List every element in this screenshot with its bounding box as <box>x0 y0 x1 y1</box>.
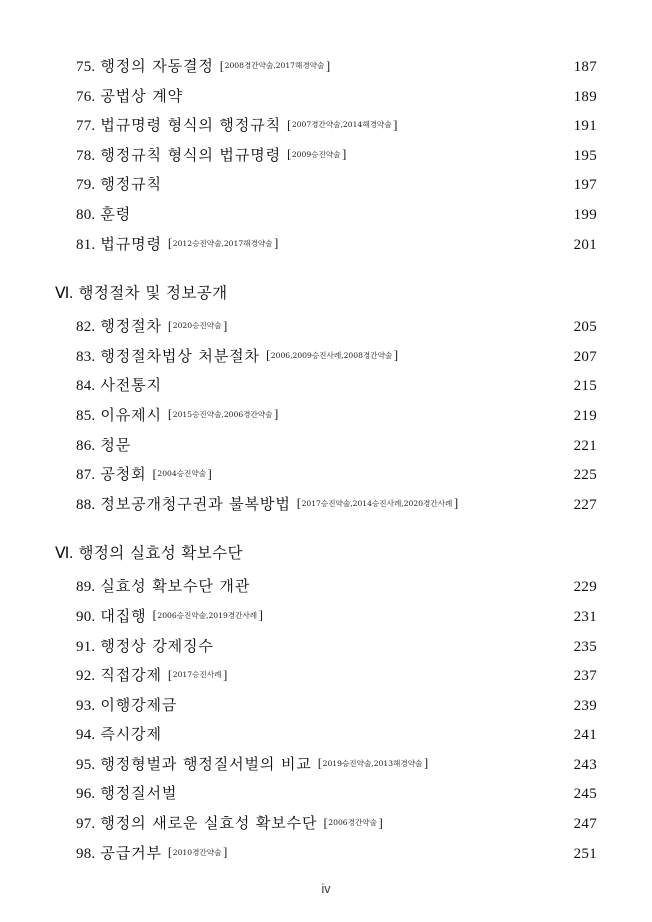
bracket-close-icon: ] <box>325 57 331 73</box>
entry-number: 86. <box>76 437 96 454</box>
entry-number: 75. <box>76 59 96 75</box>
entry-title: 행정규칙 형식의 법규명령 <box>100 145 281 164</box>
toc-entry-list <box>55 572 597 868</box>
entry-exam-tag-text: 2007경간약술,2014해경약술 <box>291 120 392 130</box>
section-numeral: Ⅵ. <box>55 545 74 563</box>
entry-page-number: 227 <box>573 496 597 513</box>
entry-exam-tag-text: 2019승진약술,2013해경약술 <box>322 758 423 768</box>
section-numeral: Ⅵ. <box>55 285 74 303</box>
toc-entry[interactable] <box>55 460 597 490</box>
toc-entry[interactable] <box>55 720 597 750</box>
bracket-open-icon: [ <box>287 116 292 132</box>
entry-page-number: 235 <box>573 638 597 655</box>
entry-page-number: 231 <box>573 608 597 625</box>
dot-leader <box>185 794 564 795</box>
entry-exam-tag <box>220 52 330 81</box>
toc-entry[interactable] <box>55 82 597 112</box>
section-heading <box>55 541 597 563</box>
dot-leader <box>139 214 564 215</box>
toc-entry[interactable] <box>55 779 597 809</box>
entry-exam-tag <box>168 401 278 430</box>
entry-title: 법규명령 <box>100 234 162 253</box>
entry-title: 청문 <box>100 435 132 454</box>
toc-entry[interactable] <box>55 431 597 461</box>
entry-page-number: 237 <box>573 668 597 685</box>
entry-title: 공급거부 <box>100 843 162 862</box>
entry-number: 76. <box>76 88 96 105</box>
toc-section <box>55 52 597 259</box>
entry-page-number: 241 <box>573 727 597 744</box>
bracket-close-icon: ] <box>222 666 228 682</box>
entry-title: 행정상 강제징수 <box>100 636 214 655</box>
bracket-open-icon: [ <box>265 347 271 363</box>
entry-page-number: 225 <box>573 467 597 484</box>
entry-number: 90. <box>76 608 96 625</box>
toc-entry[interactable] <box>55 490 597 520</box>
toc-section <box>55 281 597 519</box>
dot-leader <box>286 415 564 416</box>
toc-entry[interactable] <box>55 809 597 839</box>
entry-page-number: 197 <box>573 177 597 194</box>
bracket-close-icon: ] <box>274 406 279 422</box>
entry-exam-tag-text: 2006승진약술,2019경간사례 <box>157 610 258 620</box>
toc-entry[interactable] <box>55 52 597 82</box>
entry-number: 95. <box>76 756 96 773</box>
entry-number: 96. <box>76 786 96 803</box>
toc-section <box>55 541 597 868</box>
entry-page-number: 251 <box>573 845 597 862</box>
entry-title: 행정절차 <box>100 317 162 336</box>
bracket-open-icon: [ <box>152 465 157 481</box>
bracket-open-icon: [ <box>167 406 173 422</box>
bracket-close-icon: ] <box>274 235 279 251</box>
page-folio: iv <box>321 882 331 896</box>
toc-entry[interactable] <box>55 661 597 691</box>
bracket-open-icon: [ <box>167 235 173 251</box>
dot-leader <box>391 823 564 824</box>
entry-exam-tag <box>153 460 212 489</box>
bracket-close-icon: ] <box>342 146 347 162</box>
entry-exam-tag <box>287 111 397 140</box>
entry-page-number: 243 <box>573 756 597 773</box>
entry-number: 82. <box>76 319 96 336</box>
entry-number: 79. <box>76 177 96 194</box>
dot-leader <box>220 474 564 475</box>
entry-exam-tag-text: 2010경간약술 <box>172 847 222 857</box>
toc-entry[interactable] <box>55 371 597 401</box>
bracket-close-icon: ] <box>393 116 398 132</box>
entry-number: 77. <box>76 118 96 135</box>
toc-entry[interactable] <box>55 111 597 141</box>
entry-title: 이유제시 <box>100 405 162 424</box>
entry-page-number: 199 <box>573 206 597 223</box>
toc-entry-list <box>55 312 597 519</box>
entry-exam-tag-text: 2017승진사례 <box>172 670 222 680</box>
entry-number: 91. <box>76 638 96 655</box>
entry-title: 즉시강제 <box>100 725 162 744</box>
dot-leader <box>258 587 564 588</box>
entry-title: 대집행 <box>100 606 147 625</box>
entry-exam-tag <box>287 141 346 170</box>
entry-exam-tag-text: 2004승진약술 <box>157 469 207 479</box>
bracket-open-icon: [ <box>296 495 302 511</box>
entry-exam-tag-text: 2006,2009승진사례,2008경간약술 <box>270 350 393 360</box>
entry-page-number: 221 <box>573 437 597 454</box>
bracket-open-icon: [ <box>219 57 225 73</box>
entry-title: 행정형벌과 행정질서벌의 비교 <box>100 754 312 773</box>
entry-title: 실효성 확보수단 개관 <box>100 577 251 596</box>
bracket-close-icon: ] <box>453 495 459 511</box>
entry-page-number: 195 <box>573 147 597 164</box>
entry-exam-tag-text: 2020승진약술 <box>172 321 222 331</box>
entry-title: 공청회 <box>100 465 147 484</box>
dot-leader <box>405 125 564 126</box>
entry-exam-tag <box>168 230 278 259</box>
dot-leader <box>170 386 564 387</box>
dot-leader <box>191 96 564 97</box>
entry-title: 행정규칙 <box>100 175 162 194</box>
entry-exam-tag-text: 2008경간약술,2017해경약술 <box>224 61 325 70</box>
section-heading-text: 행정의 실효성 확보수단 <box>78 544 243 563</box>
entry-page-number: 205 <box>573 319 597 336</box>
bracket-close-icon: ] <box>393 347 399 363</box>
dot-leader <box>185 705 564 706</box>
toc-entry[interactable] <box>55 750 597 780</box>
entry-number: 89. <box>76 579 96 596</box>
entry-title: 훈령 <box>100 204 132 223</box>
entry-number: 92. <box>76 668 96 685</box>
entry-page-number: 201 <box>573 236 597 253</box>
entry-exam-tag <box>266 342 398 371</box>
toc-entry[interactable] <box>55 230 597 260</box>
toc-entry[interactable] <box>55 200 597 230</box>
dot-leader <box>286 244 564 245</box>
dot-leader <box>170 735 564 736</box>
dot-leader <box>338 66 564 67</box>
bracket-close-icon: ] <box>378 814 383 830</box>
entry-title: 법규명령 형식의 행정규칙 <box>100 116 281 135</box>
bracket-close-icon: ] <box>222 844 228 860</box>
dot-leader <box>235 853 564 854</box>
entry-exam-tag-text: 2015승진약술,2006경간약술 <box>172 409 273 419</box>
entry-page-number: 207 <box>573 348 597 365</box>
entry-title: 이행강제금 <box>100 695 178 714</box>
entry-number: 94. <box>76 727 96 744</box>
bracket-open-icon: [ <box>317 755 323 771</box>
dot-leader <box>139 445 564 446</box>
section-heading <box>55 281 597 303</box>
entry-exam-tag <box>168 312 227 341</box>
entry-exam-tag <box>153 602 263 631</box>
entry-number: 83. <box>76 348 96 365</box>
entry-title: 행정절차법상 처분절차 <box>100 346 260 365</box>
dot-leader <box>436 764 564 765</box>
dot-leader <box>406 356 564 357</box>
bracket-close-icon: ] <box>222 317 228 333</box>
entry-exam-tag-text: 2006경간약술 <box>328 818 377 828</box>
bracket-close-icon: ] <box>258 607 263 623</box>
entry-exam-tag <box>168 661 227 690</box>
bracket-open-icon: [ <box>323 814 328 830</box>
entry-title: 행정질서벌 <box>100 784 178 803</box>
entry-title: 공법상 계약 <box>100 86 183 105</box>
entry-page-number: 229 <box>573 579 597 596</box>
dot-leader <box>271 616 564 617</box>
entry-exam-tag-text: 2017승진약술,2014승진사례,2020경간사례 <box>301 498 453 508</box>
bracket-open-icon: [ <box>152 607 157 623</box>
toc-entry[interactable] <box>55 312 597 342</box>
entry-number: 80. <box>76 206 96 223</box>
dot-leader <box>170 185 564 186</box>
entry-exam-tag <box>323 809 382 838</box>
dot-leader <box>466 504 564 505</box>
entry-number: 87. <box>76 467 96 484</box>
dot-leader <box>235 675 564 676</box>
entry-number: 85. <box>76 407 96 424</box>
entry-number: 93. <box>76 697 96 714</box>
entry-page-number: 187 <box>573 59 597 75</box>
entry-title: 직접강제 <box>100 666 162 685</box>
toc-entry[interactable] <box>55 342 597 372</box>
entry-number: 97. <box>76 816 96 833</box>
dot-leader <box>354 155 564 156</box>
entry-title: 사전통지 <box>100 376 162 395</box>
dot-leader <box>222 646 564 647</box>
toc-entry[interactable] <box>55 839 597 869</box>
entry-page-number: 191 <box>573 118 597 135</box>
entry-exam-tag <box>297 490 459 519</box>
toc-entry[interactable] <box>55 141 597 171</box>
toc-entry[interactable] <box>55 572 597 602</box>
dot-leader <box>235 326 564 327</box>
section-heading-text: 행정절차 및 정보공개 <box>78 284 228 303</box>
entry-exam-tag <box>168 839 227 868</box>
bracket-open-icon: [ <box>167 666 173 682</box>
entry-page-number: 215 <box>573 378 597 395</box>
entry-number: 78. <box>76 147 96 164</box>
entry-number: 84. <box>76 378 96 395</box>
entry-page-number: 245 <box>573 786 597 803</box>
entry-exam-tag <box>318 750 428 779</box>
entry-page-number: 219 <box>573 407 597 424</box>
entry-title: 행정의 자동결정 <box>100 57 214 75</box>
bracket-close-icon: ] <box>423 755 429 771</box>
entry-exam-tag-text: 2009승진약술 <box>291 149 341 159</box>
entry-number: 81. <box>76 236 96 253</box>
entry-number: 98. <box>76 845 96 862</box>
bracket-open-icon: [ <box>167 317 173 333</box>
toc-entry[interactable] <box>55 632 597 662</box>
toc-entry[interactable] <box>55 691 597 721</box>
bracket-close-icon: ] <box>207 465 212 481</box>
entry-exam-tag-text: 2012승진약술,2017해경약술 <box>172 238 273 248</box>
toc-entry[interactable] <box>55 401 597 431</box>
bracket-open-icon: [ <box>167 844 173 860</box>
entry-page-number: 247 <box>573 816 597 833</box>
entry-title: 행정의 새로운 실효성 확보수단 <box>100 814 318 833</box>
entry-page-number: 239 <box>573 697 597 714</box>
entry-number: 88. <box>76 496 96 513</box>
toc-entry[interactable] <box>55 602 597 632</box>
table-of-contents <box>55 52 597 868</box>
toc-entry-list <box>55 52 597 259</box>
toc-entry[interactable] <box>55 170 597 200</box>
entry-title: 정보공개청구권과 불복방법 <box>100 494 291 513</box>
entry-page-number: 189 <box>573 88 597 105</box>
bracket-open-icon: [ <box>287 146 292 162</box>
